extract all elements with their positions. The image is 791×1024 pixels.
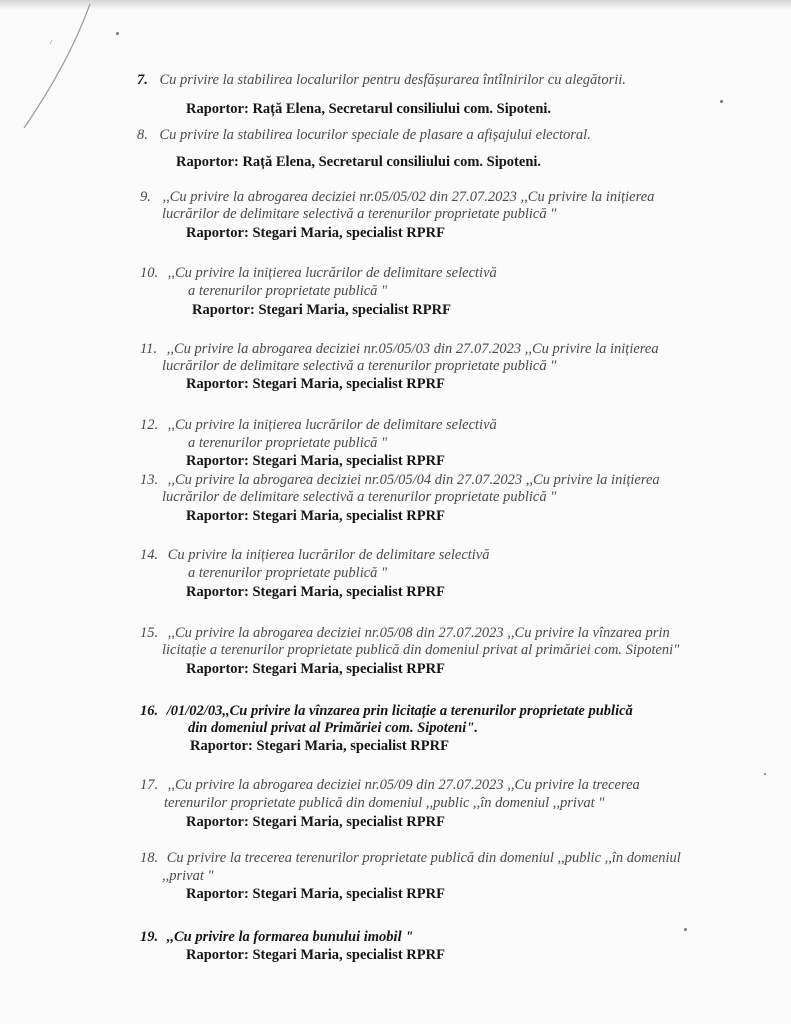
item-number: 9. (140, 189, 151, 205)
item-number: 17. (140, 777, 159, 793)
item-text: ,,Cu privire la abrogarea deciziei nr.05/08 din 27.07.2023 ,,Cu privire la vînzarea prin (167, 625, 670, 641)
scan-speck (720, 100, 723, 103)
item-text: ,,Cu privire la abrogarea deciziei nr.05/09 din 27.07.2023 ,,Cu privire la trecerea (167, 777, 640, 793)
item-text: /01/02/03,,Cu privire la vînzarea prin licitație a terenurilor proprietate publică (166, 703, 633, 719)
scan-speck (684, 928, 687, 931)
item-reporter: Raportor: Stegari Maria, specialist RPRF (192, 302, 451, 318)
item-number: 18. (140, 850, 159, 866)
scan-top-shadow (0, 0, 791, 10)
item-text: Cu privire la inițierea lucrărilor de delimitare selectivă (167, 547, 490, 563)
item-text: ,,Cu privire la abrogarea deciziei nr.05/05/03 din 27.07.2023 ,,Cu privire la inițierea (166, 341, 659, 357)
item-text-continued: a terenurilor proprietate publică " (188, 565, 388, 581)
item-number: 13. (140, 472, 159, 488)
item-reporter: Raportor: Stegari Maria, specialist RPRF (186, 886, 445, 902)
item-number: 12. (140, 417, 159, 433)
pen-stroke-mark (22, 0, 92, 130)
item-text: ,,Cu privire la abrogarea deciziei nr.05/05/04 din 27.07.2023 ,,Cu privire la inițierea (167, 472, 660, 488)
item-reporter: Raportor: Rață Elena, Secretarul consiliului com. Sipoteni. (186, 101, 552, 117)
item-reporter: Raportor: Stegari Maria, specialist RPRF (186, 376, 445, 392)
item-reporter: Raportor: Stegari Maria, specialist RPRF (186, 584, 445, 600)
item-reporter: Raportor: Stegari Maria, specialist RPRF (186, 225, 445, 241)
item-text-continued: ,,privat " (162, 868, 214, 884)
item-number: 8. (137, 127, 148, 143)
scan-speck (116, 32, 119, 35)
item-number: 7. (137, 72, 148, 88)
scan-speck (764, 773, 766, 775)
item-number: 11. (140, 341, 158, 357)
item-text: ,,Cu privire la abrogarea deciziei nr.05/05/02 din 27.07.2023 ,,Cu privire la inițierea (162, 189, 655, 205)
item-number: 14. (140, 547, 159, 563)
item-reporter: Raportor: Stegari Maria, specialist RPRF (186, 508, 445, 524)
item-text: ,,Cu privire la inițierea lucrărilor de delimitare selectivă (167, 417, 497, 433)
item-text-continued: lucrărilor de delimitare selectivă a terenurilor proprietate publică " (162, 358, 557, 374)
item-text: Cu privire la trecerea terenurilor proprietate publică din domeniul ,,public ,,în domeniul (166, 850, 681, 866)
item-text-continued: din domeniul privat al Primăriei com. Sipoteni". (188, 720, 479, 736)
item-reporter: Raportor: Stegari Maria, specialist RPRF (190, 738, 449, 754)
item-reporter: Raportor: Stegari Maria, specialist RPRF (186, 947, 445, 963)
item-reporter: Raportor: Stegari Maria, specialist RPRF (186, 661, 445, 677)
item-text-continued: a terenurilor proprietate publică " (188, 283, 388, 299)
item-text-continued: licitație a terenurilor proprietate publică din domeniul privat al primăriei com. Sipoteni" (162, 642, 680, 658)
item-reporter: Raportor: Stegari Maria, specialist RPRF (186, 814, 445, 830)
item-text: ,,Cu privire la formarea bunului imobil " (166, 929, 414, 945)
item-text-continued: lucrărilor de delimitare selectivă a terenurilor proprietate publică " (162, 489, 557, 505)
item-reporter: Raportor: Rață Elena, Secretarul consiliului com. Sipoteni. (176, 154, 542, 170)
item-number: 19. (140, 929, 159, 945)
item-text: ,,Cu privire la inițierea lucrărilor de delimitare selectivă (167, 265, 497, 281)
item-reporter: Raportor: Stegari Maria, specialist RPRF (186, 453, 445, 469)
item-text-continued: a terenurilor proprietate publică " (188, 435, 388, 451)
item-text: Cu privire la stabilirea localurilor pentru desfășurarea întîlnirilor cu alegătorii. (159, 72, 626, 88)
item-number: 10. (140, 265, 159, 281)
item-number: 16. (140, 703, 159, 719)
item-number: 15. (140, 625, 159, 641)
item-text: Cu privire la stabilirea locurilor speciale de plasare a afișajului electoral. (159, 127, 591, 143)
item-text-continued: terenurilor proprietate publică din domeniul ,,public ,,în domeniul ,,privat " (164, 795, 605, 811)
item-text-continued: lucrărilor de delimitare selectivă a terenurilor proprietate publică " (162, 206, 557, 222)
